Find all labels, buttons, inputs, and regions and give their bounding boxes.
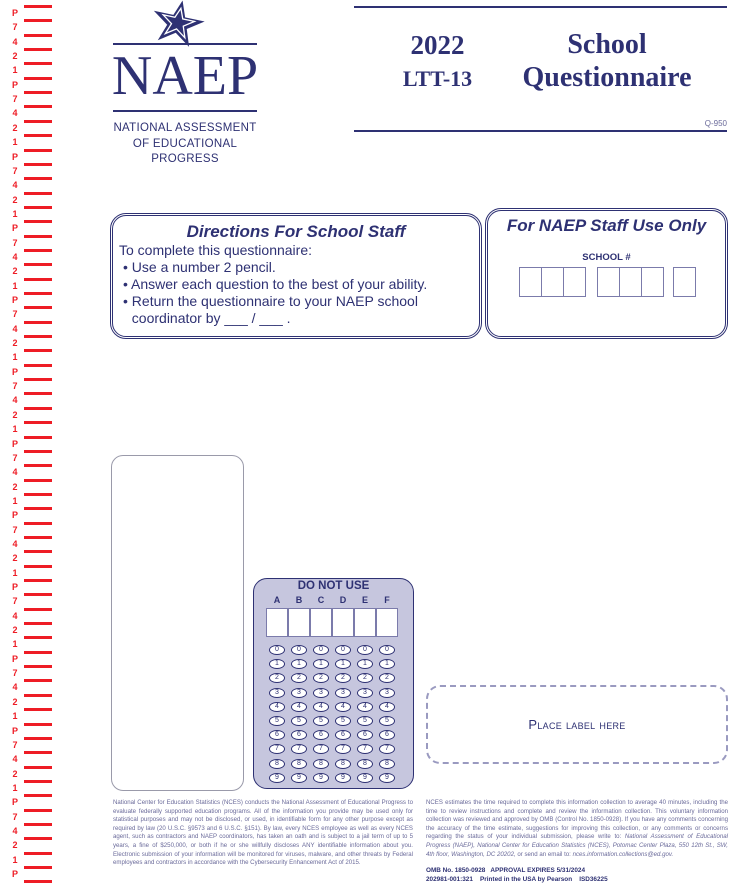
timing-mark <box>24 852 52 855</box>
answer-bubble[interactable]: 4 <box>291 702 307 712</box>
timing-mark-label: 1 <box>12 854 18 865</box>
timing-mark-label: P <box>11 725 18 736</box>
timing-mark <box>24 364 52 367</box>
answer-bubble[interactable]: 7 <box>269 744 285 754</box>
code-entry-box[interactable] <box>332 608 354 637</box>
timing-mark-label: 4 <box>12 395 18 406</box>
timing-mark-label: P <box>11 151 18 162</box>
answer-bubble[interactable]: 1 <box>379 659 395 669</box>
timing-mark <box>24 651 52 654</box>
timing-mark-label: 7 <box>12 452 18 463</box>
timing-mark <box>24 593 52 596</box>
title-line2: Questionnaire <box>522 62 692 93</box>
timing-mark <box>24 507 52 510</box>
timing-mark-label: 4 <box>12 682 18 693</box>
answer-bubble[interactable]: 6 <box>291 730 307 740</box>
answer-bubble[interactable]: 6 <box>379 730 395 740</box>
timing-mark <box>24 579 52 582</box>
timing-mark <box>24 421 52 424</box>
timing-mark <box>24 235 52 238</box>
answer-bubble[interactable]: 0 <box>379 645 395 655</box>
answer-bubble[interactable]: 9 <box>357 773 373 783</box>
answer-bubble[interactable]: 0 <box>291 645 307 655</box>
code-entry-box[interactable] <box>376 608 398 637</box>
school-number-cell[interactable] <box>673 267 696 297</box>
timing-mark-label: 2 <box>12 553 18 564</box>
burden-text: NCES estimates the time required to complete this information collection to average 40 minutes, including the time to review instructions and complete and review the information collection. This voluntary information collection was reviewed and approved by OMB (Control No. 1850-0928). If you have any comments concerning the accuracy of the time estimate, suggestions for improving this collection, or any comments or concerns regarding the status of your individual submission, please write to: <box>426 799 728 841</box>
school-number-cell[interactable] <box>641 267 664 297</box>
code-entry-box[interactable] <box>354 608 376 637</box>
answer-bubble[interactable]: 7 <box>357 744 373 754</box>
answer-bubble[interactable]: 0 <box>357 645 373 655</box>
timing-mark <box>24 522 52 525</box>
timing-mark <box>24 321 52 324</box>
answer-bubble[interactable]: 9 <box>269 773 285 783</box>
timing-mark-label: P <box>11 653 18 664</box>
answer-bubble[interactable]: 1 <box>357 659 373 669</box>
answer-bubble[interactable]: 3 <box>291 688 307 698</box>
answer-bubble[interactable]: 9 <box>379 773 395 783</box>
timing-mark <box>24 751 52 754</box>
timing-mark <box>24 163 52 166</box>
column-header: C <box>317 595 325 605</box>
timing-mark-label: P <box>11 869 18 879</box>
answer-bubble[interactable]: 2 <box>291 673 307 683</box>
answer-bubble[interactable]: 5 <box>269 716 285 726</box>
timing-mark-label: 2 <box>12 122 18 133</box>
logo-wordmark: NAEP <box>111 45 259 107</box>
timing-mark-label: P <box>11 79 18 90</box>
timing-mark-label: 1 <box>12 639 18 650</box>
answer-bubble[interactable]: 4 <box>335 702 351 712</box>
timing-mark-label: 4 <box>12 323 18 334</box>
timing-mark-label: 1 <box>12 280 18 291</box>
timing-mark <box>24 536 52 539</box>
timing-mark <box>24 866 52 869</box>
title-line1: School <box>567 29 647 60</box>
answer-bubble[interactable]: 9 <box>313 773 329 783</box>
timing-mark-label: 2 <box>12 696 18 707</box>
timing-mark <box>24 493 52 496</box>
answer-bubble[interactable]: 5 <box>313 716 329 726</box>
answer-bubble[interactable]: 3 <box>379 688 395 698</box>
answer-bubble[interactable]: 6 <box>335 730 351 740</box>
timing-mark <box>24 436 52 439</box>
timing-mark <box>24 464 52 467</box>
do-not-use-title: DO NOT USE <box>297 580 370 592</box>
or-text: or send an email to: <box>517 850 571 858</box>
answer-bubble[interactable]: 6 <box>357 730 373 740</box>
answer-bubble[interactable]: 3 <box>313 688 329 698</box>
column-header: A <box>273 595 281 605</box>
logo-line: OF EDUCATIONAL <box>132 137 238 150</box>
column-header: E <box>361 595 368 605</box>
timing-mark-label: 7 <box>12 811 18 822</box>
answer-bubble[interactable]: 1 <box>313 659 329 669</box>
logo-rule-bottom <box>113 110 257 112</box>
timing-mark <box>24 880 52 883</box>
staff-box-title: For NAEP Staff Use Only <box>506 216 707 235</box>
timing-mark <box>24 206 52 209</box>
timing-mark <box>24 278 52 281</box>
timing-mark <box>24 48 52 51</box>
timing-mark-label: 4 <box>12 538 18 549</box>
timing-mark <box>24 91 52 94</box>
timing-mark-label: 1 <box>12 782 18 793</box>
blank-panel <box>111 455 244 791</box>
timing-mark <box>24 263 52 266</box>
timing-mark-label: 2 <box>12 338 18 349</box>
timing-mark <box>24 5 52 8</box>
code-entry-box[interactable] <box>266 608 288 637</box>
answer-bubble[interactable]: 7 <box>291 744 307 754</box>
timing-mark-label: 2 <box>12 625 18 636</box>
answer-bubble[interactable]: 1 <box>291 659 307 669</box>
answer-bubble[interactable]: 2 <box>379 673 395 683</box>
answer-bubble[interactable]: 5 <box>379 716 395 726</box>
timing-mark <box>24 407 52 410</box>
answer-bubble[interactable]: 8 <box>357 759 373 769</box>
answer-bubble[interactable]: 8 <box>335 759 351 769</box>
timing-mark-label: P <box>11 366 18 377</box>
answer-bubble[interactable]: 5 <box>357 716 373 726</box>
answer-bubble[interactable]: 8 <box>379 759 395 769</box>
school-number-cell[interactable] <box>597 267 620 297</box>
form-code: Q-950 <box>704 119 727 128</box>
timing-mark <box>24 149 52 152</box>
header-rule-top <box>354 6 727 8</box>
timing-mark <box>24 608 52 611</box>
timing-mark-label: 7 <box>12 668 18 679</box>
timing-mark-label: 1 <box>12 711 18 722</box>
timing-mark <box>24 34 52 37</box>
timing-mark <box>24 780 52 783</box>
timing-mark-label: P <box>11 797 18 808</box>
answer-bubble[interactable]: 4 <box>269 702 285 712</box>
timing-mark <box>24 837 52 840</box>
timing-mark-label: 2 <box>12 266 18 277</box>
timing-mark-label: 1 <box>12 424 18 435</box>
answer-bubble[interactable]: 1 <box>335 659 351 669</box>
timing-mark <box>24 249 52 252</box>
timing-mark-label: 2 <box>12 481 18 492</box>
answer-bubble[interactable]: 6 <box>313 730 329 740</box>
timing-mark-label: 1 <box>12 567 18 578</box>
timing-mark-label: 7 <box>12 739 18 750</box>
directions-title: Directions For School Staff <box>186 222 406 241</box>
timing-mark-label: 4 <box>12 108 18 119</box>
timing-mark <box>24 479 52 482</box>
timing-mark <box>24 723 52 726</box>
timing-mark <box>24 392 52 395</box>
logo-line: PROGRESS <box>151 153 219 165</box>
timing-mark <box>24 636 52 639</box>
school-number-label: SCHOOL # <box>582 252 631 263</box>
answer-bubble[interactable]: 2 <box>335 673 351 683</box>
timing-mark-label: P <box>11 295 18 305</box>
timing-mark-label: 2 <box>12 409 18 420</box>
assessment-code: LTT-13 <box>402 66 473 91</box>
timing-mark-label: 7 <box>12 596 18 607</box>
timing-mark-label: P <box>11 223 18 234</box>
print-info: 202981-001:321 Printed in the USA by Pearson ISD36225 <box>426 876 608 883</box>
answer-bubble[interactable]: 4 <box>379 702 395 712</box>
timing-mark-label: 1 <box>12 495 18 506</box>
timing-mark-label: 4 <box>12 467 18 478</box>
timing-mark-label: 7 <box>12 94 18 105</box>
timing-mark-label: 4 <box>12 36 18 47</box>
timing-mark <box>24 192 52 195</box>
omb-number: OMB No. 1850-0928 APPROVAL EXPIRES 5/31/2024 <box>426 867 586 874</box>
direction-item: Return the questionnaire to your NAEP school coordinator by ___ / ___ . <box>131 293 418 326</box>
timing-mark <box>24 77 52 80</box>
timing-mark-label: 1 <box>12 208 18 219</box>
answer-bubble[interactable]: 0 <box>335 645 351 655</box>
answer-bubble[interactable]: 3 <box>357 688 373 698</box>
school-number-cell[interactable] <box>519 267 542 297</box>
column-header: D <box>339 595 347 605</box>
header-rule-bottom <box>354 130 727 132</box>
code-entry-box[interactable] <box>310 608 332 637</box>
timing-mark <box>24 177 52 180</box>
burden-statement <box>426 799 728 859</box>
timing-mark <box>24 220 52 223</box>
timing-mark-label: 4 <box>12 180 18 191</box>
timing-mark <box>24 292 52 295</box>
timing-mark-label: 4 <box>12 754 18 765</box>
school-number-cell[interactable] <box>541 267 564 297</box>
timing-mark <box>24 737 52 740</box>
school-number-cell[interactable] <box>563 267 586 297</box>
timing-mark-label: 7 <box>12 524 18 535</box>
timing-mark-label: 1 <box>12 137 18 148</box>
answer-bubble[interactable]: 0 <box>313 645 329 655</box>
label-area-text: Place label here <box>528 717 626 732</box>
answer-bubble[interactable]: 8 <box>313 759 329 769</box>
timing-mark-label: 7 <box>12 381 18 392</box>
timing-mark <box>24 19 52 22</box>
answer-bubble[interactable]: 9 <box>291 773 307 783</box>
timing-mark <box>24 708 52 711</box>
privacy-notice: National Center for Education Statistics (NCES) conducts the National Assessment of Educational Progress to evaluate federally supported education programs. All of the information you provide may be used only for statistical purposes and may not be disclosed, or used, in identifiable form for any other purpose except as required by law (20 U.S.C. §9573 and 6 U.S.C. §151). By law, every NCES employee as well as every NCES agent, such as contractors and NAEP coordinators, has taken an oath and is subject to a jail term of up to 5 years, a fine of $250,000, or both if he or she willfully discloses ANY identifiable information about you. Electronic submission of your information will be monitored for viruses, malware, and other threats by Federal employees and contractors in accordance with the Cybersecurity Enhancement Act of 2015. <box>113 799 413 867</box>
timing-mark <box>24 134 52 137</box>
timing-mark-label: 2 <box>12 194 18 205</box>
label-area <box>426 685 728 764</box>
timing-mark <box>24 665 52 668</box>
timing-mark-label: P <box>11 510 18 521</box>
answer-bubble[interactable]: 1 <box>269 659 285 669</box>
answer-bubble[interactable]: 4 <box>357 702 373 712</box>
timing-mark <box>24 105 52 108</box>
column-header: F <box>384 595 390 605</box>
answer-bubble[interactable]: 9 <box>335 773 351 783</box>
timing-mark <box>24 679 52 682</box>
timing-mark <box>24 823 52 826</box>
timing-mark-label: 1 <box>12 65 18 76</box>
school-number-cell[interactable] <box>619 267 642 297</box>
answer-bubble[interactable]: 2 <box>357 673 373 683</box>
answer-bubble[interactable]: 7 <box>335 744 351 754</box>
answer-bubble[interactable]: 8 <box>269 759 285 769</box>
answer-bubble[interactable]: 6 <box>269 730 285 740</box>
timing-mark <box>24 120 52 123</box>
directions-intro: To complete this questionnaire: <box>119 242 312 258</box>
answer-bubble[interactable]: 2 <box>313 673 329 683</box>
timing-mark-label: P <box>11 582 18 592</box>
timing-mark-label: 2 <box>12 768 18 779</box>
email-address: nces.information.collections@ed.gov. <box>572 850 674 858</box>
logo-line: NATIONAL ASSESSMENT <box>113 122 257 134</box>
timing-mark-label: 4 <box>12 825 18 836</box>
timing-mark <box>24 450 52 453</box>
timing-mark <box>24 349 52 352</box>
timing-mark-label: 7 <box>12 309 18 320</box>
answer-bubble[interactable]: 2 <box>269 673 285 683</box>
answer-bubble[interactable]: 4 <box>313 702 329 712</box>
timing-mark-label: P <box>11 438 18 449</box>
timing-mark <box>24 622 52 625</box>
direction-item: Answer each question to the best of your ability. <box>131 276 428 292</box>
code-entry-box[interactable] <box>288 608 310 637</box>
timing-mark-label: 2 <box>12 51 18 62</box>
timing-mark <box>24 62 52 65</box>
timing-mark <box>24 565 52 568</box>
timing-mark-label: 4 <box>12 251 18 262</box>
answer-bubble[interactable]: 5 <box>291 716 307 726</box>
timing-mark <box>24 694 52 697</box>
answer-bubble[interactable]: 7 <box>379 744 395 754</box>
timing-mark <box>24 794 52 797</box>
answer-bubble[interactable]: 8 <box>291 759 307 769</box>
answer-bubble[interactable]: 0 <box>269 645 285 655</box>
year: 2022 <box>410 30 465 60</box>
address: National Assessment of Educational Progress (NAEP), National Center for Education Statistics (NCES), Potomac Center Plaza, 550 12th St., SW, 4th floor, Washington, DC 20202, <box>426 833 729 858</box>
timing-mark <box>24 378 52 381</box>
timing-mark <box>24 306 52 309</box>
timing-mark <box>24 766 52 769</box>
timing-mark-label: 7 <box>12 22 18 33</box>
timing-mark-label: 1 <box>12 352 18 363</box>
answer-bubble[interactable]: 5 <box>335 716 351 726</box>
timing-mark-label: 2 <box>12 840 18 851</box>
timing-mark <box>24 550 52 553</box>
timing-mark-label: 4 <box>12 610 18 621</box>
timing-mark-label: 7 <box>12 237 18 248</box>
column-header: B <box>295 595 303 605</box>
directions-box: Directions For School Staff To complete this questionnaire: • Use a number 2 pencil. • Answer each question to the best of your ability. • Return the questionnaire to your NAEP school coordinator by ___ / ___ . <box>110 213 482 339</box>
timing-mark <box>24 335 52 338</box>
answer-bubble[interactable]: 7 <box>313 744 329 754</box>
logo-text <box>105 121 265 168</box>
direction-item: Use a number 2 pencil. <box>131 259 276 275</box>
timing-mark-label: P <box>11 8 18 18</box>
answer-bubble[interactable]: 3 <box>269 688 285 698</box>
timing-mark <box>24 809 52 812</box>
timing-mark-label: 7 <box>12 165 18 176</box>
answer-bubble[interactable]: 3 <box>335 688 351 698</box>
